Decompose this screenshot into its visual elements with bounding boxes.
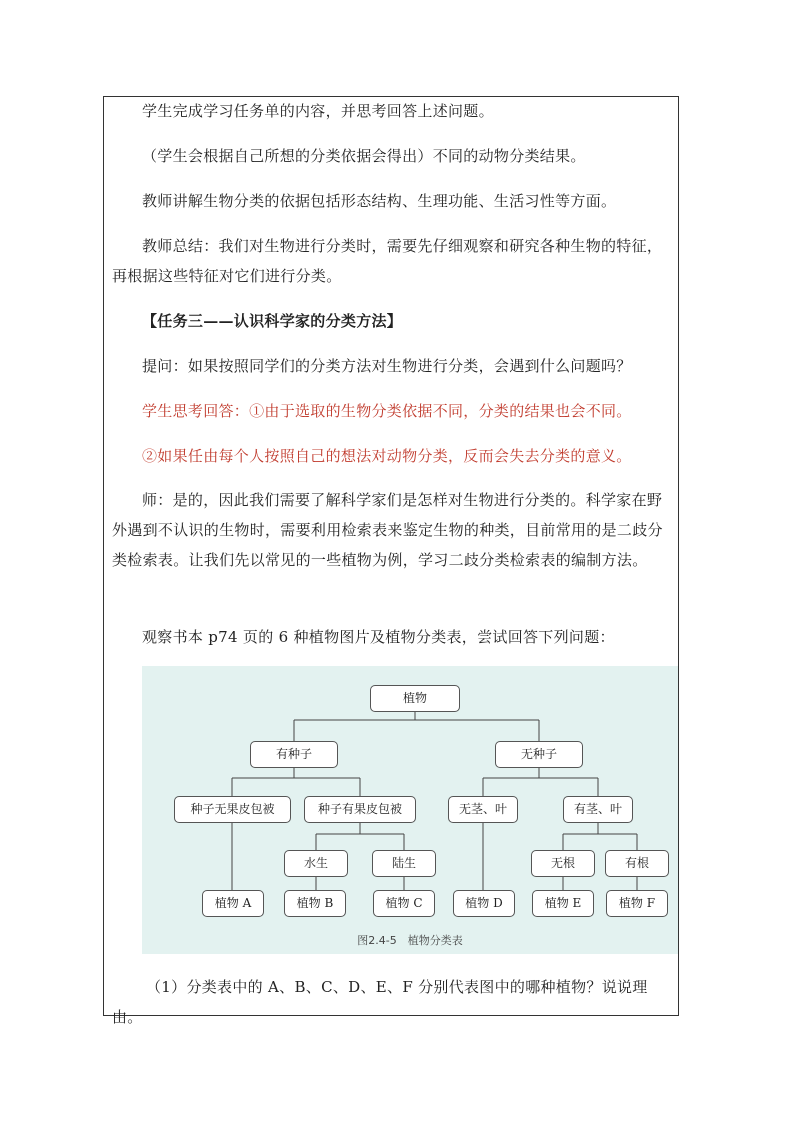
task-heading: 【任务三——认识科学家的分类方法】 — [142, 312, 403, 330]
paragraph-teacher-explains: 教师讲解生物分类的依据包括形态结构、生理功能、生活习性等方面。 — [142, 192, 617, 210]
node-plant-c: 植物 C — [373, 890, 435, 917]
paragraph-answer-1: 学生思考回答：①由于选取的生物分类依据不同，分类的结果也会不同。 — [142, 402, 632, 420]
node-land: 陆生 — [372, 850, 436, 877]
node-plant-e: 植物 E — [532, 890, 594, 917]
node-plant-d: 植物 D — [453, 890, 515, 917]
plant-classification-diagram — [142, 666, 678, 954]
node-has-stem-leaf: 有茎、叶 — [563, 796, 633, 823]
diagram-caption: 图2.4-5 植物分类表 — [357, 934, 463, 947]
node-plant-root: 植物 — [370, 685, 460, 712]
node-plant-a: 植物 A — [202, 890, 264, 917]
paragraph-question-1: （1）分类表中的 A、B、C、D、E、F 分别代表图中的哪种植物？说说理由。 — [112, 978, 648, 1026]
node-no-root: 无根 — [531, 850, 595, 877]
node-plant-f: 植物 F — [606, 890, 668, 917]
paragraph-answer-2: ②如果任由每个人按照自己的想法对动物分类，反而会失去分类的意义。 — [142, 447, 632, 465]
node-plant-b: 植物 B — [284, 890, 346, 917]
paragraph-students-complete: 学生完成学习任务单的内容，并思考回答上述问题。 — [142, 102, 494, 120]
node-aquatic: 水生 — [284, 850, 348, 877]
node-no-seed: 无种子 — [495, 741, 583, 768]
node-seed-uncovered: 种子无果皮包被 — [174, 796, 291, 823]
paragraph-observe: 观察书本 p74 页的 6 种植物图片及植物分类表，尝试回答下列问题： — [142, 628, 615, 646]
paragraph-teacher-explanation: 师：是的，因此我们需要了解科学家们是怎样对生物进行分类的。科学家在野外遇到不认识的生物时，需要利用检索表来鉴定生物的种类，目前常用的是二歧分类检索表。让我们先以常见的一些植物为例，学习二歧分类检索表的编制方法。 — [112, 491, 663, 569]
node-seed-covered: 种子有果皮包被 — [304, 796, 416, 823]
paragraph-classification-results: （学生会根据自己所想的分类依据会得出）不同的动物分类结果。 — [142, 147, 586, 165]
node-has-root: 有根 — [605, 850, 669, 877]
node-no-stem-leaf: 无茎、叶 — [448, 796, 518, 823]
paragraph-question: 提问：如果按照同学们的分类方法对生物进行分类，会遇到什么问题吗？ — [142, 357, 632, 375]
paragraph-teacher-summary: 教师总结：我们对生物进行分类时，需要先仔细观察和研究各种生物的特征，再根据这些特征对它们进行分类。 — [112, 237, 663, 285]
node-has-seed: 有种子 — [250, 741, 338, 768]
